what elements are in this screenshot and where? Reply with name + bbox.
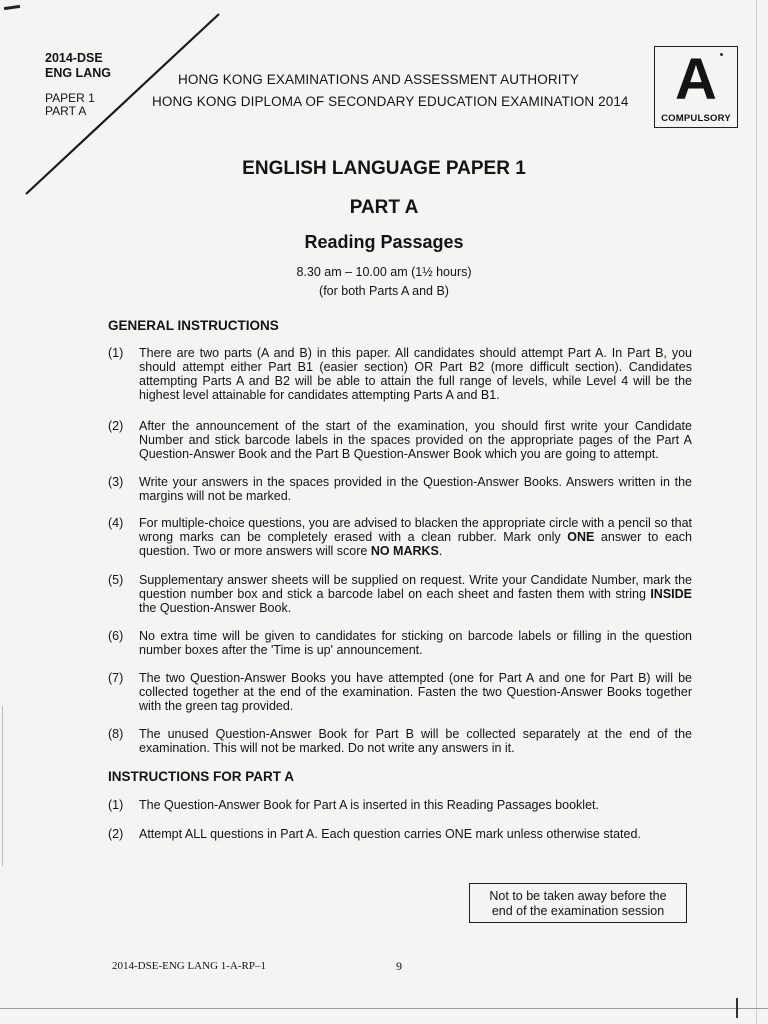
part-letter: A [675,47,717,112]
subject-code: ENG LANG [45,66,111,80]
item-number: (6) [108,629,124,643]
notice-line: end of the examination session [491,904,665,918]
part-a-item [108,827,692,841]
item-text: After the announcement of the start of the examination, you should first write your Candidate Number and stick barcode labels in the spaces provided on the appropriate pages of the Part A Question-Answer Book and the Part B Question-Answer Book which you are going to attempt. [139,419,692,461]
instruction-item [108,671,692,713]
item-emphasis: ONE [567,530,595,544]
item-text: No extra time will be given to candidates for sticking on barcode labels or filling in the question number boxes after the 'Time is up' announcement. [139,629,692,657]
instruction-item [108,629,692,657]
item-emphasis: INSIDE [650,587,692,601]
instruction-item [108,346,692,402]
examination-name: HONG KONG DIPLOMA OF SECONDARY EDUCATION EXAMINATION 2014 [152,94,629,109]
part-title: PART A [349,197,419,218]
item-number: (1) [108,798,124,812]
part-a-item [108,798,692,812]
item-number: (3) [108,475,124,489]
notice-line: Not to be taken away before the [489,889,667,903]
item-number: (4) [108,516,124,530]
page-number: 9 [396,959,402,973]
item-text: There are two parts (A and B) in this paper. All candidates should attempt Part A. In Part B, you should attempt either Part B1 (easier section) OR Part B2 (more difficult section). Candidates attempting Parts A and B2 will be able to attain the full range of levels, while Level 4 will be the highest level attainable for candidates attempting Parts A and B1. [139,346,692,402]
scan-edge [0,1008,768,1009]
item-text-part: For multiple-choice questions, you are advised to blacken the appropriate circle with a pencil so that wrong marks can be completely erased with a clean rubber. Mark only [139,516,692,544]
item-emphasis: NO MARKS [370,544,439,558]
item-text: The two Question-Answer Books you have attempted (one for Part A and one for Part B) will be collected together at the end of the examination. Fasten the two Question-Answer Books together with the green tag provided. [139,671,692,713]
general-instructions-heading: GENERAL INSTRUCTIONS [108,318,279,333]
authority-name: HONG KONG EXAMINATIONS AND ASSESSMENT AUTHORITY [178,72,580,87]
item-text-part: . [438,544,443,558]
exam-time-note: (for both Parts A and B) [319,284,449,298]
item-text-part: the Question-Answer Book. [139,601,292,615]
item-text: Write your answers in the spaces provided in the Question-Answer Books. Answers written in the margins will not be marked. [139,475,692,503]
scan-edge [736,998,738,1018]
scan-edge [756,0,757,1024]
item-text: The unused Question-Answer Book for Part B will be collected separately at the end of the examination. This will not be marked. Do not write any answers in it. [139,727,692,755]
instruction-item [108,419,692,461]
item-text: The Question-Answer Book for Part A is inserted in this Reading Passages booklet. [139,798,599,812]
item-text-part: Supplementary answer sheets will be supplied on request. Write your Candidate Number, mark the question number box and stick a barcode label on each sheet and fasten them with string [139,573,692,601]
compulsory-label: COMPULSORY [661,113,731,124]
item-number: (8) [108,727,124,741]
item-text-part: answer to each question. Two or more answers will score [139,530,692,558]
paper-part: PART A [45,104,87,118]
item-text: Attempt ALL questions in Part A. Each question carries ONE mark unless otherwise stated. [139,827,641,841]
instruction-item [108,573,692,615]
exam-time: 8.30 am – 10.00 am (1½ hours) [296,265,472,279]
item-number: (5) [108,573,124,587]
paper-code-block [45,51,111,118]
item-number: (1) [108,346,124,360]
notice-box [469,883,687,923]
item-number: (2) [108,827,124,841]
booklet-title: Reading Passages [304,232,464,252]
item-number: (2) [108,419,124,433]
item-text [139,516,692,558]
item-number: (7) [108,671,124,685]
instruction-item [108,727,692,755]
paper-title: ENGLISH LANGUAGE PAPER 1 [242,158,526,179]
instruction-item [108,516,692,558]
item-text [139,573,692,615]
diagonal-slash-line [0,0,768,220]
scan-edge [2,706,3,866]
part-a-instructions-heading: INSTRUCTIONS FOR PART A [108,769,294,784]
footer-code: 2014-DSE-ENG LANG 1-A-RP–1 [112,960,266,972]
compulsory-box [654,46,738,128]
exam-code: 2014-DSE [45,51,103,65]
instruction-item [108,475,692,503]
paper-number: PAPER 1 [45,91,95,105]
